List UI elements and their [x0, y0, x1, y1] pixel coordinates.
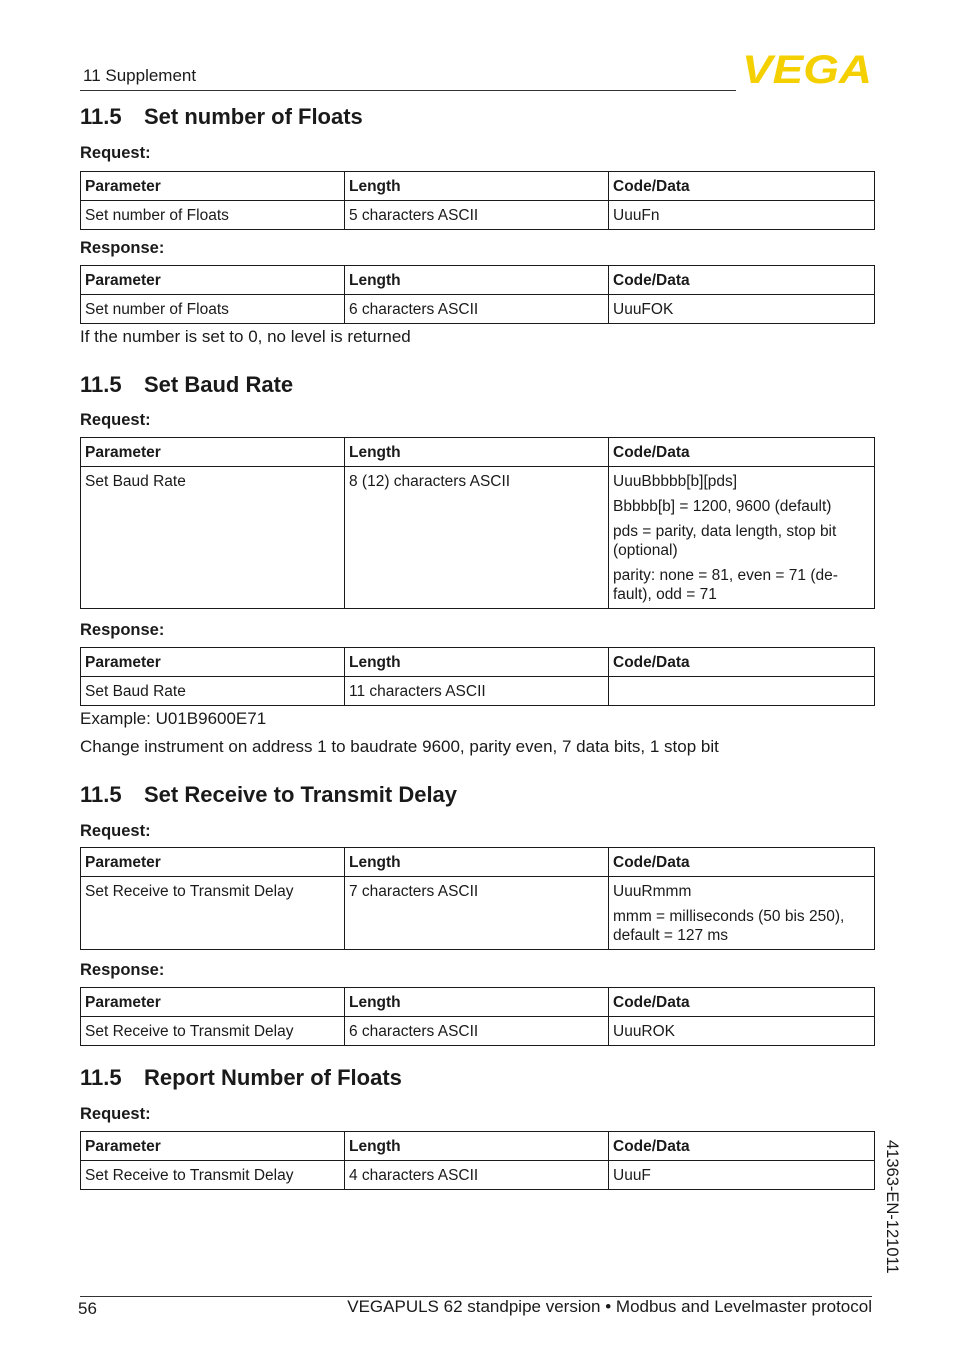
response-table-set-baud-rate	[80, 647, 875, 706]
table-cell: UuuFOK	[609, 295, 875, 324]
response-label: Response:	[80, 961, 165, 979]
table-cell: Set Receive to Transmit Delay	[81, 1161, 345, 1190]
table-cell: 4 characters ASCII	[345, 1161, 609, 1190]
table-cell: Set number of Floats	[81, 201, 345, 230]
table-cell: Set Baud Rate	[81, 467, 345, 609]
col-header: Code/Data	[609, 1132, 875, 1161]
col-header: Code/Data	[609, 648, 875, 677]
section-title: Set Baud Rate	[144, 372, 294, 397]
table-cell: Set Baud Rate	[81, 677, 345, 706]
request-label: Request:	[80, 144, 151, 162]
section-title: Report Number of Floats	[144, 1065, 402, 1090]
table-row	[81, 467, 875, 609]
table-header-row	[81, 438, 875, 467]
document-code: 41363-EN-121011	[883, 1140, 901, 1274]
col-header: Parameter	[81, 438, 345, 467]
code-line: UuuBbbbb[b][pds]	[613, 473, 738, 490]
col-header: Parameter	[81, 266, 345, 295]
table-cell	[609, 677, 875, 706]
code-line: mmm = milliseconds (50 bis 250), default = 127 ms	[613, 908, 845, 944]
table-cell: UuuF	[609, 1161, 875, 1190]
request-label: Request:	[80, 1105, 151, 1123]
col-header: Length	[345, 648, 609, 677]
table-row	[81, 201, 875, 230]
table-header-row	[81, 848, 875, 877]
table-header-row	[81, 648, 875, 677]
section-heading-set-receive-to-transmit-delay	[80, 782, 457, 808]
section-heading-set-baud-rate	[80, 372, 293, 398]
request-table-set-number-of-floats	[80, 171, 875, 230]
col-header: Code/Data	[609, 988, 875, 1017]
response-table-set-receive-to-transmit-delay	[80, 987, 875, 1046]
response-label: Response:	[80, 621, 165, 639]
table-cell: 11 characters ASCII	[345, 677, 609, 706]
section-title: Set Receive to Transmit Delay	[144, 782, 458, 807]
col-header: Parameter	[81, 1132, 345, 1161]
table-cell-code	[609, 467, 875, 609]
col-header: Length	[345, 848, 609, 877]
note-text: Change instrument on address 1 to baudrate 9600, parity even, 7 data bits, 1 stop bit	[80, 737, 719, 756]
table-row	[81, 1161, 875, 1190]
request-label: Request:	[80, 411, 151, 429]
code-line: pds = parity, data length, stop bit (optional)	[613, 523, 837, 559]
table-cell-code	[609, 877, 875, 950]
col-header: Parameter	[81, 648, 345, 677]
col-header: Code/Data	[609, 848, 875, 877]
table-row	[81, 1017, 875, 1046]
col-header: Parameter	[81, 848, 345, 877]
header-rule	[80, 90, 736, 91]
vega-logo	[742, 52, 872, 84]
table-cell: 6 characters ASCII	[345, 1017, 609, 1046]
vega-logo-text: VEGA	[742, 52, 872, 84]
request-table-set-receive-to-transmit-delay	[80, 847, 875, 950]
table-cell: Set Receive to Transmit Delay	[81, 877, 345, 950]
table-header-row	[81, 1132, 875, 1161]
col-header: Length	[345, 172, 609, 201]
col-header: Length	[345, 266, 609, 295]
table-cell: 7 characters ASCII	[345, 877, 609, 950]
table-cell: Set Receive to Transmit Delay	[81, 1017, 345, 1046]
section-number: 11.5	[80, 372, 122, 397]
table-header-row	[81, 172, 875, 201]
col-header: Code/Data	[609, 438, 875, 467]
response-label: Response:	[80, 239, 165, 257]
section-title: Set number of Floats	[144, 104, 363, 129]
example-text: Example: U01B9600E71	[80, 709, 267, 728]
section-number: 11.5	[80, 782, 122, 807]
col-header: Parameter	[81, 172, 345, 201]
table-cell: 5 characters ASCII	[345, 201, 609, 230]
code-line: parity: none = 81, even = 71 (de-fault), odd = 71	[613, 567, 838, 603]
col-header: Code/Data	[609, 266, 875, 295]
table-cell: Set number of Floats	[81, 295, 345, 324]
running-header: 11 Supplement	[83, 66, 197, 85]
code-line: UuuRmmm	[613, 883, 692, 900]
table-cell: UuuFn	[609, 201, 875, 230]
col-header: Parameter	[81, 988, 345, 1017]
page-number: 56	[78, 1299, 97, 1318]
request-table-set-baud-rate	[80, 437, 875, 609]
request-table-report-number-of-floats	[80, 1131, 875, 1190]
col-header: Length	[345, 1132, 609, 1161]
table-cell: UuuROK	[609, 1017, 875, 1046]
table-row	[81, 295, 875, 324]
note-text: If the number is set to 0, no level is returned	[80, 327, 411, 346]
table-row	[81, 677, 875, 706]
col-header: Length	[345, 988, 609, 1017]
footer-title: VEGAPULS 62 standpipe version • Modbus and Levelmaster protocol	[347, 1297, 872, 1316]
table-row	[81, 877, 875, 950]
request-label: Request:	[80, 822, 151, 840]
table-header-row	[81, 988, 875, 1017]
section-heading-set-number-of-floats	[80, 104, 363, 130]
response-table-set-number-of-floats	[80, 265, 875, 324]
section-number: 11.5	[80, 1065, 122, 1090]
col-header: Code/Data	[609, 172, 875, 201]
section-number: 11.5	[80, 104, 122, 129]
col-header: Length	[345, 438, 609, 467]
table-header-row	[81, 266, 875, 295]
table-cell: 8 (12) characters ASCII	[345, 467, 609, 609]
section-heading-report-number-of-floats	[80, 1065, 402, 1091]
table-cell: 6 characters ASCII	[345, 295, 609, 324]
code-line: Bbbbb[b] = 1200, 9600 (default)	[613, 498, 832, 515]
